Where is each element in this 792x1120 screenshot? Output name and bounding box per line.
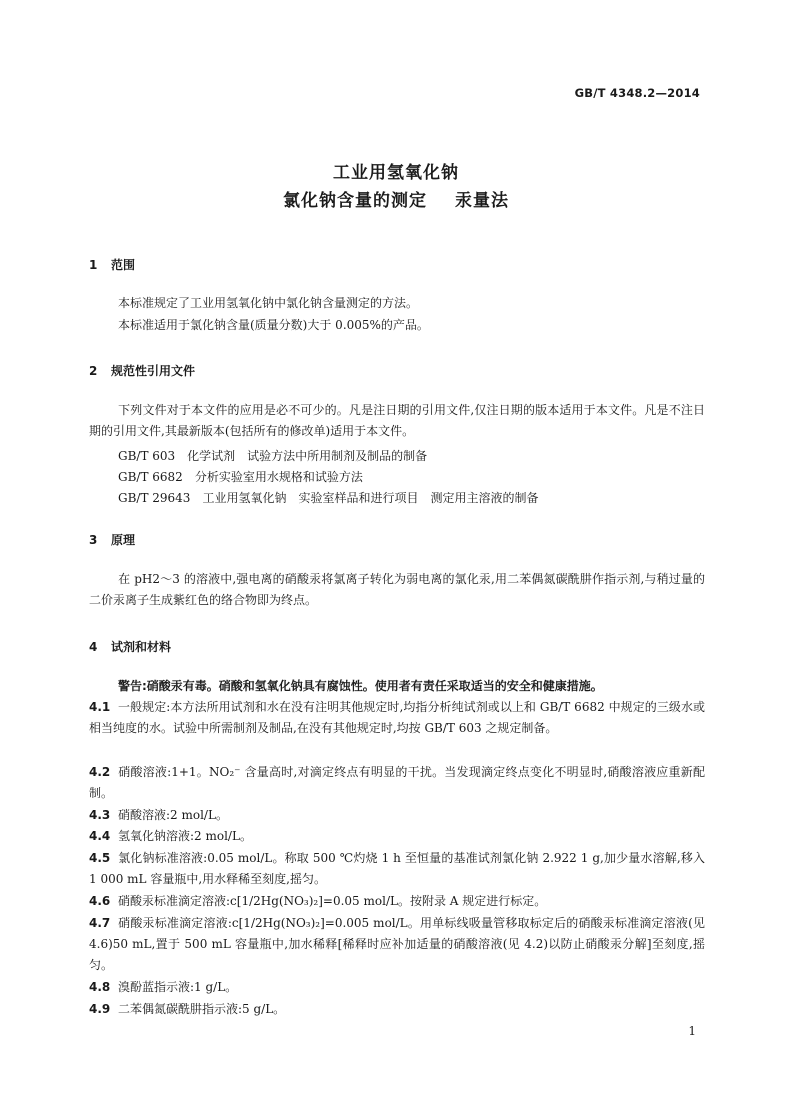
principle-paragraph: 在 pH2～3 的溶液中,强电离的硝酸汞将氯离子转化为弱电离的氯化汞,用二苯偶氮碳酰肼作指示剂,与稍过量的二价汞离子生成紫红色的络合物即为终点。 (89, 572, 705, 607)
clause-4-6: 4.6 硝酸汞标准滴定溶液:c[1/2Hg(NO₃)₂]=0.05 mol/L。按附录 A 规定进行标定。 (89, 894, 547, 908)
clause-4-8: 4.8 溴酚蓝指示液:1 g/L。 (89, 980, 238, 994)
clause-4-5: 4.5 氯化钠标准溶液:0.05 mol/L。称取 500 ℃灼烧 1 h 至恒量的基准试剂氯化钠 2.922 1 g,加少量水溶解,移入 1 000 mL 容量瓶中,用水释稀至刻度,摇匀。 (89, 851, 705, 886)
document-title-line1: 工业用氢氧化钠 (333, 163, 459, 183)
document-title-line2 (0, 186, 792, 211)
section-title: 原理 (111, 533, 136, 547)
safety-warning: 警告:硝酸汞有毒。硝酸和氢氧化钠具有腐蚀性。使用者有责任采取适当的安全和健康措施。 (118, 679, 603, 693)
section-4-heading (89, 638, 171, 655)
reference-item: GB/T 603 化学试剂 试验方法中所用制剂及制品的制备 (118, 449, 428, 463)
title-subject: 氯化钠含量的测定 (283, 191, 427, 211)
scope-paragraph-2: 本标准适用于氯化钠含量(质量分数)大于 0.005%的产品。 (118, 318, 429, 332)
clause-4-9: 4.9 二苯偶氮碳酰肼指示液:5 g/L。 (89, 1002, 286, 1016)
section-3-heading (89, 531, 135, 548)
reference-item: GB/T 6682 分析实验室用水规格和试验方法 (118, 470, 363, 484)
section-number: 4 (89, 640, 98, 654)
section-number: 2 (89, 364, 98, 378)
section-title: 试剂和材料 (111, 640, 172, 654)
standard-code: GB/T 4348.2—2014 (574, 86, 700, 100)
section-number: 3 (89, 533, 98, 547)
clause-4-7: 4.7 硝酸汞标准滴定溶液:c[1/2Hg(NO₃)₂]=0.005 mol/L。用单标线吸量管移取标定后的硝酸汞标准滴定溶液(见 4.6)50 mL,置于 500 mL 容量瓶中,加水稀释[稀释时应补加适量的硝酸溶液(见 4.2)以防止硝酸汞分解]至刻度,摇匀。 (89, 916, 705, 972)
scope-paragraph-1: 本标准规定了工业用氢氧化钠中氯化钠含量测定的方法。 (118, 296, 419, 310)
section-1-heading (89, 256, 135, 273)
clause-4-3: 4.3 硝酸溶液:2 mol/L。 (89, 808, 228, 822)
section-2-heading (89, 362, 195, 379)
clause-4-2: 4.2 硝酸溶液:1+1。NO₂⁻ 含量高时,对滴定终点有明显的干扰。当发现滴定终点变化不明显时,硝酸溶液应重新配制。 (89, 765, 705, 800)
section-number: 1 (89, 258, 98, 272)
clause-4-1: 4.1 一般规定:本方法所用试剂和水在没有注明其他规定时,均指分析纯试剂或以上和 GB/T 6682 中规定的三级水或相当纯度的水。试验中所需制剂及制品,在没有其他规定时,均按 GB/T 603 之规定制备。 (89, 700, 705, 735)
section-title: 规范性引用文件 (111, 364, 196, 378)
reference-item: GB/T 29643 工业用氢氧化钠 实验室样品和进行项目 测定用主溶液的制备 (118, 491, 539, 505)
title-method: 汞量法 (455, 191, 509, 211)
normative-refs-intro: 下列文件对于本文件的应用是必不可少的。凡是注日期的引用文件,仅注日期的版本适用于本文件。凡是不注日期的引用文件,其最新版本(包括所有的修改单)适用于本文件。 (89, 403, 705, 438)
page-number: 1 (688, 1024, 696, 1038)
clause-4-4: 4.4 氢氧化钠溶液:2 mol/L。 (89, 829, 252, 843)
section-title: 范围 (111, 258, 136, 272)
